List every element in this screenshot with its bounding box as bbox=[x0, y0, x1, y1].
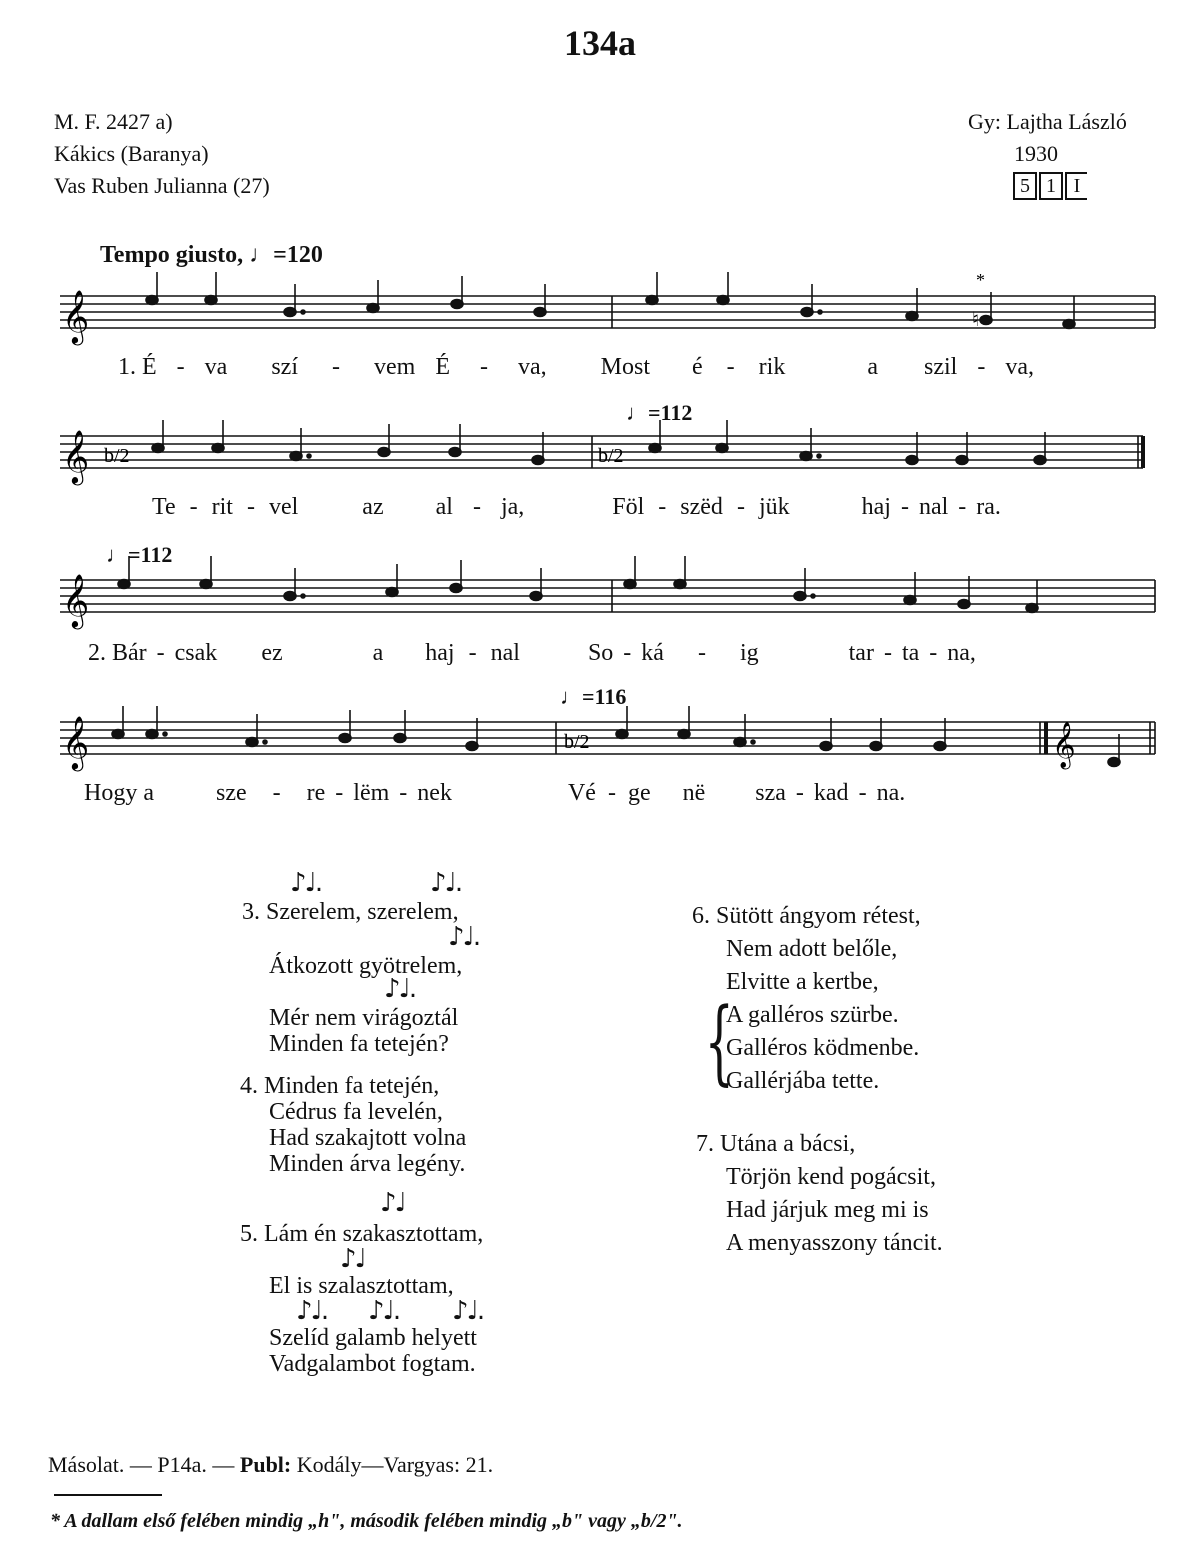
syllable: kad bbox=[813, 780, 849, 806]
hyphen: - bbox=[977, 354, 986, 380]
syllable: tar bbox=[848, 640, 874, 666]
verse-line: Törjön kend pogácsit, bbox=[726, 1164, 936, 1190]
syllable: re bbox=[306, 780, 326, 806]
hyphen: - bbox=[858, 780, 867, 806]
verse-line: 5. Lám én szakasztottam, bbox=[240, 1221, 484, 1247]
verse-line: Vadgalambot fogtam. bbox=[269, 1351, 476, 1377]
verse-line: Elvitte a kertbe, bbox=[726, 969, 879, 995]
syllable: szëd bbox=[680, 494, 723, 520]
page-title: 134a bbox=[564, 23, 636, 63]
tempo-marking bbox=[100, 242, 323, 269]
footnote-divider bbox=[54, 1494, 162, 1496]
verse-line: Had járjuk meg mi is bbox=[726, 1197, 929, 1223]
syllable: rik bbox=[758, 354, 786, 380]
tempo-label: Tempo giusto, bbox=[100, 242, 244, 268]
syllable: So bbox=[587, 640, 614, 666]
hyphen: - bbox=[480, 354, 488, 380]
syllable: vem bbox=[374, 354, 416, 380]
mm-value: =116 bbox=[582, 684, 627, 709]
verse-line: Had szakajtott volna bbox=[269, 1125, 467, 1151]
rhythm-mark: ♪♩. bbox=[448, 922, 480, 952]
syllable: a bbox=[372, 640, 384, 666]
hyphen: - bbox=[900, 494, 909, 520]
syllable: haj bbox=[861, 494, 891, 520]
syllable: sze bbox=[215, 780, 247, 806]
hyphen: - bbox=[156, 640, 165, 666]
syllable: na, bbox=[947, 640, 976, 666]
source-singer: Vas Ruben Julianna (27) bbox=[54, 173, 270, 198]
syllable: az bbox=[362, 494, 384, 520]
syllable: rit bbox=[211, 494, 233, 520]
lyrics-line-1 bbox=[118, 354, 1034, 381]
hyphen: - bbox=[736, 494, 745, 520]
verse-line: 6. Sütött ángyom rétest, bbox=[692, 903, 921, 929]
syllable: ja, bbox=[500, 494, 525, 520]
code-box: 5 bbox=[1013, 172, 1037, 200]
syllable: É bbox=[435, 354, 450, 380]
verse-line: 4. Minden fa tetején, bbox=[240, 1073, 440, 1099]
hyphen: - bbox=[883, 640, 892, 666]
svg-text:𝄞: 𝄞 bbox=[62, 289, 90, 343]
syllable: në bbox=[682, 780, 706, 806]
syllable: ge bbox=[627, 780, 651, 806]
svg-text:𝄞: 𝄞 bbox=[62, 429, 90, 483]
syllable: Most bbox=[600, 354, 651, 380]
syllable: Föl bbox=[612, 494, 645, 520]
quarter-note-icon: ♩ bbox=[249, 242, 274, 268]
footnote-star: * bbox=[50, 1510, 60, 1532]
key-signature: b/2 bbox=[104, 445, 130, 467]
syllable: szil bbox=[924, 354, 958, 380]
syllable: lëm bbox=[353, 780, 390, 806]
classification-codes bbox=[1013, 172, 1087, 200]
syllable: va bbox=[204, 354, 228, 380]
code-box: I bbox=[1065, 172, 1087, 200]
verse-line: Gallérjába tette. bbox=[726, 1068, 880, 1094]
verse-line: Galléros ködmenbe. bbox=[726, 1035, 920, 1061]
lyrics-line-4 bbox=[84, 780, 905, 807]
syllable: é bbox=[692, 354, 703, 380]
syllable: nal bbox=[490, 640, 520, 666]
rhythm-mark: ♪♩. bbox=[430, 868, 462, 898]
mm-value: =112 bbox=[128, 542, 173, 567]
syllable: jük bbox=[758, 494, 790, 520]
syllable: 1. É bbox=[118, 354, 157, 380]
hyphen: - bbox=[958, 494, 967, 520]
source-footer bbox=[48, 1452, 493, 1478]
lyrics-line-3 bbox=[88, 640, 976, 667]
source-id: M. F. 2427 a) bbox=[54, 109, 173, 134]
staff-system-3 bbox=[0, 570, 1200, 640]
key-signature: b/2 bbox=[598, 445, 624, 467]
publ-reference: Kodály—Vargyas: 21. bbox=[296, 1452, 494, 1477]
staff-system-1 bbox=[0, 270, 1200, 356]
verse-line: A galléros szürbe. bbox=[726, 1002, 899, 1028]
syllable: na. bbox=[876, 780, 906, 806]
verse-line: Mér nem virágoztál bbox=[269, 1005, 459, 1031]
hyphen: - bbox=[929, 640, 938, 666]
footnote-star: * bbox=[976, 270, 985, 290]
rhythm-mark: ♪♩. bbox=[290, 868, 322, 898]
rhythm-mark: ♪♩. bbox=[384, 974, 416, 1004]
copy-reference: Másolat. — P14a. — bbox=[48, 1452, 235, 1477]
quarter-note-icon: ♩ bbox=[106, 542, 128, 567]
quarter-note-icon: ♩ bbox=[626, 400, 648, 425]
hyphen: - bbox=[335, 780, 344, 806]
verse-line: Szelíd galamb helyett bbox=[269, 1325, 477, 1351]
hyphen: - bbox=[399, 780, 408, 806]
hyphen: - bbox=[607, 780, 616, 806]
rhythm-mark: ♪♩. bbox=[452, 1296, 484, 1326]
collector-info bbox=[968, 106, 1127, 170]
hyphen: - bbox=[246, 494, 255, 520]
hyphen: - bbox=[623, 640, 632, 666]
hyphen: - bbox=[332, 354, 340, 380]
hyphen: - bbox=[658, 494, 667, 520]
rhythm-mark: ♪♩. bbox=[368, 1296, 400, 1326]
footnote bbox=[50, 1510, 683, 1533]
syllable: va, bbox=[518, 354, 547, 380]
hyphen: - bbox=[472, 494, 481, 520]
verse-line: Minden fa tetején? bbox=[269, 1031, 449, 1057]
syllable: nek bbox=[417, 780, 452, 806]
hyphen: - bbox=[272, 780, 281, 806]
rhythm-mark: ♪♩. bbox=[296, 1296, 328, 1326]
footnote-text: A dallam első felében mindig „h", második felében mindig „b" vagy „b/2". bbox=[64, 1510, 683, 1532]
key-signature: b/2 bbox=[564, 731, 590, 753]
hyphen: - bbox=[697, 640, 706, 666]
syllable: ez bbox=[261, 640, 283, 666]
lyrics-line-2 bbox=[152, 494, 1001, 521]
verse-line: Nem adott belőle, bbox=[726, 936, 898, 962]
verse-line: 7. Utána a bácsi, bbox=[696, 1131, 856, 1157]
hyphen: - bbox=[795, 780, 804, 806]
syllable: nal bbox=[918, 494, 949, 520]
syllable: Te bbox=[152, 494, 176, 520]
syllable: a bbox=[867, 354, 878, 380]
verse-5 bbox=[240, 1218, 483, 1380]
verse-line: Átkozott gyötrelem, bbox=[269, 953, 463, 979]
syllable: ig bbox=[739, 640, 759, 666]
svg-text:𝄞: 𝄞 bbox=[1052, 722, 1076, 768]
syllable: 2. Bár bbox=[88, 640, 147, 666]
verse-line: Cédrus fa levelén, bbox=[269, 1099, 443, 1125]
verse-line: Minden árva legény. bbox=[269, 1151, 466, 1177]
metronome-mark bbox=[626, 400, 692, 426]
hyphen: - bbox=[189, 494, 198, 520]
syllable: al bbox=[435, 494, 453, 520]
brace-icon: { bbox=[704, 988, 734, 1095]
hyphen: - bbox=[176, 354, 185, 380]
staff-system-4 bbox=[0, 712, 1200, 782]
rhythm-mark: ♪♩ bbox=[380, 1188, 405, 1218]
hyphen: - bbox=[726, 354, 735, 380]
collector-year: 1930 bbox=[1014, 141, 1058, 166]
syllable: Hogy a bbox=[84, 780, 154, 806]
syllable: Vé bbox=[567, 780, 596, 806]
verse-line: A menyasszony táncit. bbox=[726, 1230, 943, 1256]
natural-sign: ♮ bbox=[972, 309, 980, 331]
syllable: szí bbox=[271, 354, 298, 380]
verse-3 bbox=[242, 896, 462, 1060]
syllable: va, bbox=[1005, 354, 1034, 380]
source-place: Kákics (Baranya) bbox=[54, 141, 209, 166]
hyphen: - bbox=[468, 640, 477, 666]
syllable: csak bbox=[174, 640, 218, 666]
tempo-mm: =120 bbox=[273, 242, 323, 268]
metronome-mark bbox=[560, 684, 626, 710]
svg-text:𝄞: 𝄞 bbox=[62, 573, 90, 627]
syllable: sza bbox=[755, 780, 786, 806]
svg-text:𝄞: 𝄞 bbox=[62, 715, 90, 769]
syllable: ká bbox=[641, 640, 664, 666]
publ-label: Publ: bbox=[239, 1452, 292, 1477]
collector-name: Gy: Lajtha László bbox=[968, 109, 1127, 134]
syllable: ta bbox=[901, 640, 920, 666]
quarter-note-icon: ♩ bbox=[560, 684, 582, 709]
verse-4 bbox=[240, 1070, 466, 1180]
syllable: haj bbox=[425, 640, 455, 666]
verse-line: El is szalasztottam, bbox=[269, 1273, 454, 1299]
syllable: vel bbox=[268, 494, 299, 520]
code-box: 1 bbox=[1039, 172, 1063, 200]
metronome-mark bbox=[106, 542, 172, 568]
verse-line: 3. Szerelem, szerelem, bbox=[242, 899, 459, 925]
rhythm-mark: ♪♩ bbox=[340, 1244, 365, 1274]
syllable: ra. bbox=[976, 494, 1001, 520]
mm-value: =112 bbox=[648, 400, 693, 425]
staff-system-2 bbox=[0, 426, 1200, 496]
verse-7 bbox=[696, 1128, 943, 1259]
source-info bbox=[54, 106, 270, 202]
